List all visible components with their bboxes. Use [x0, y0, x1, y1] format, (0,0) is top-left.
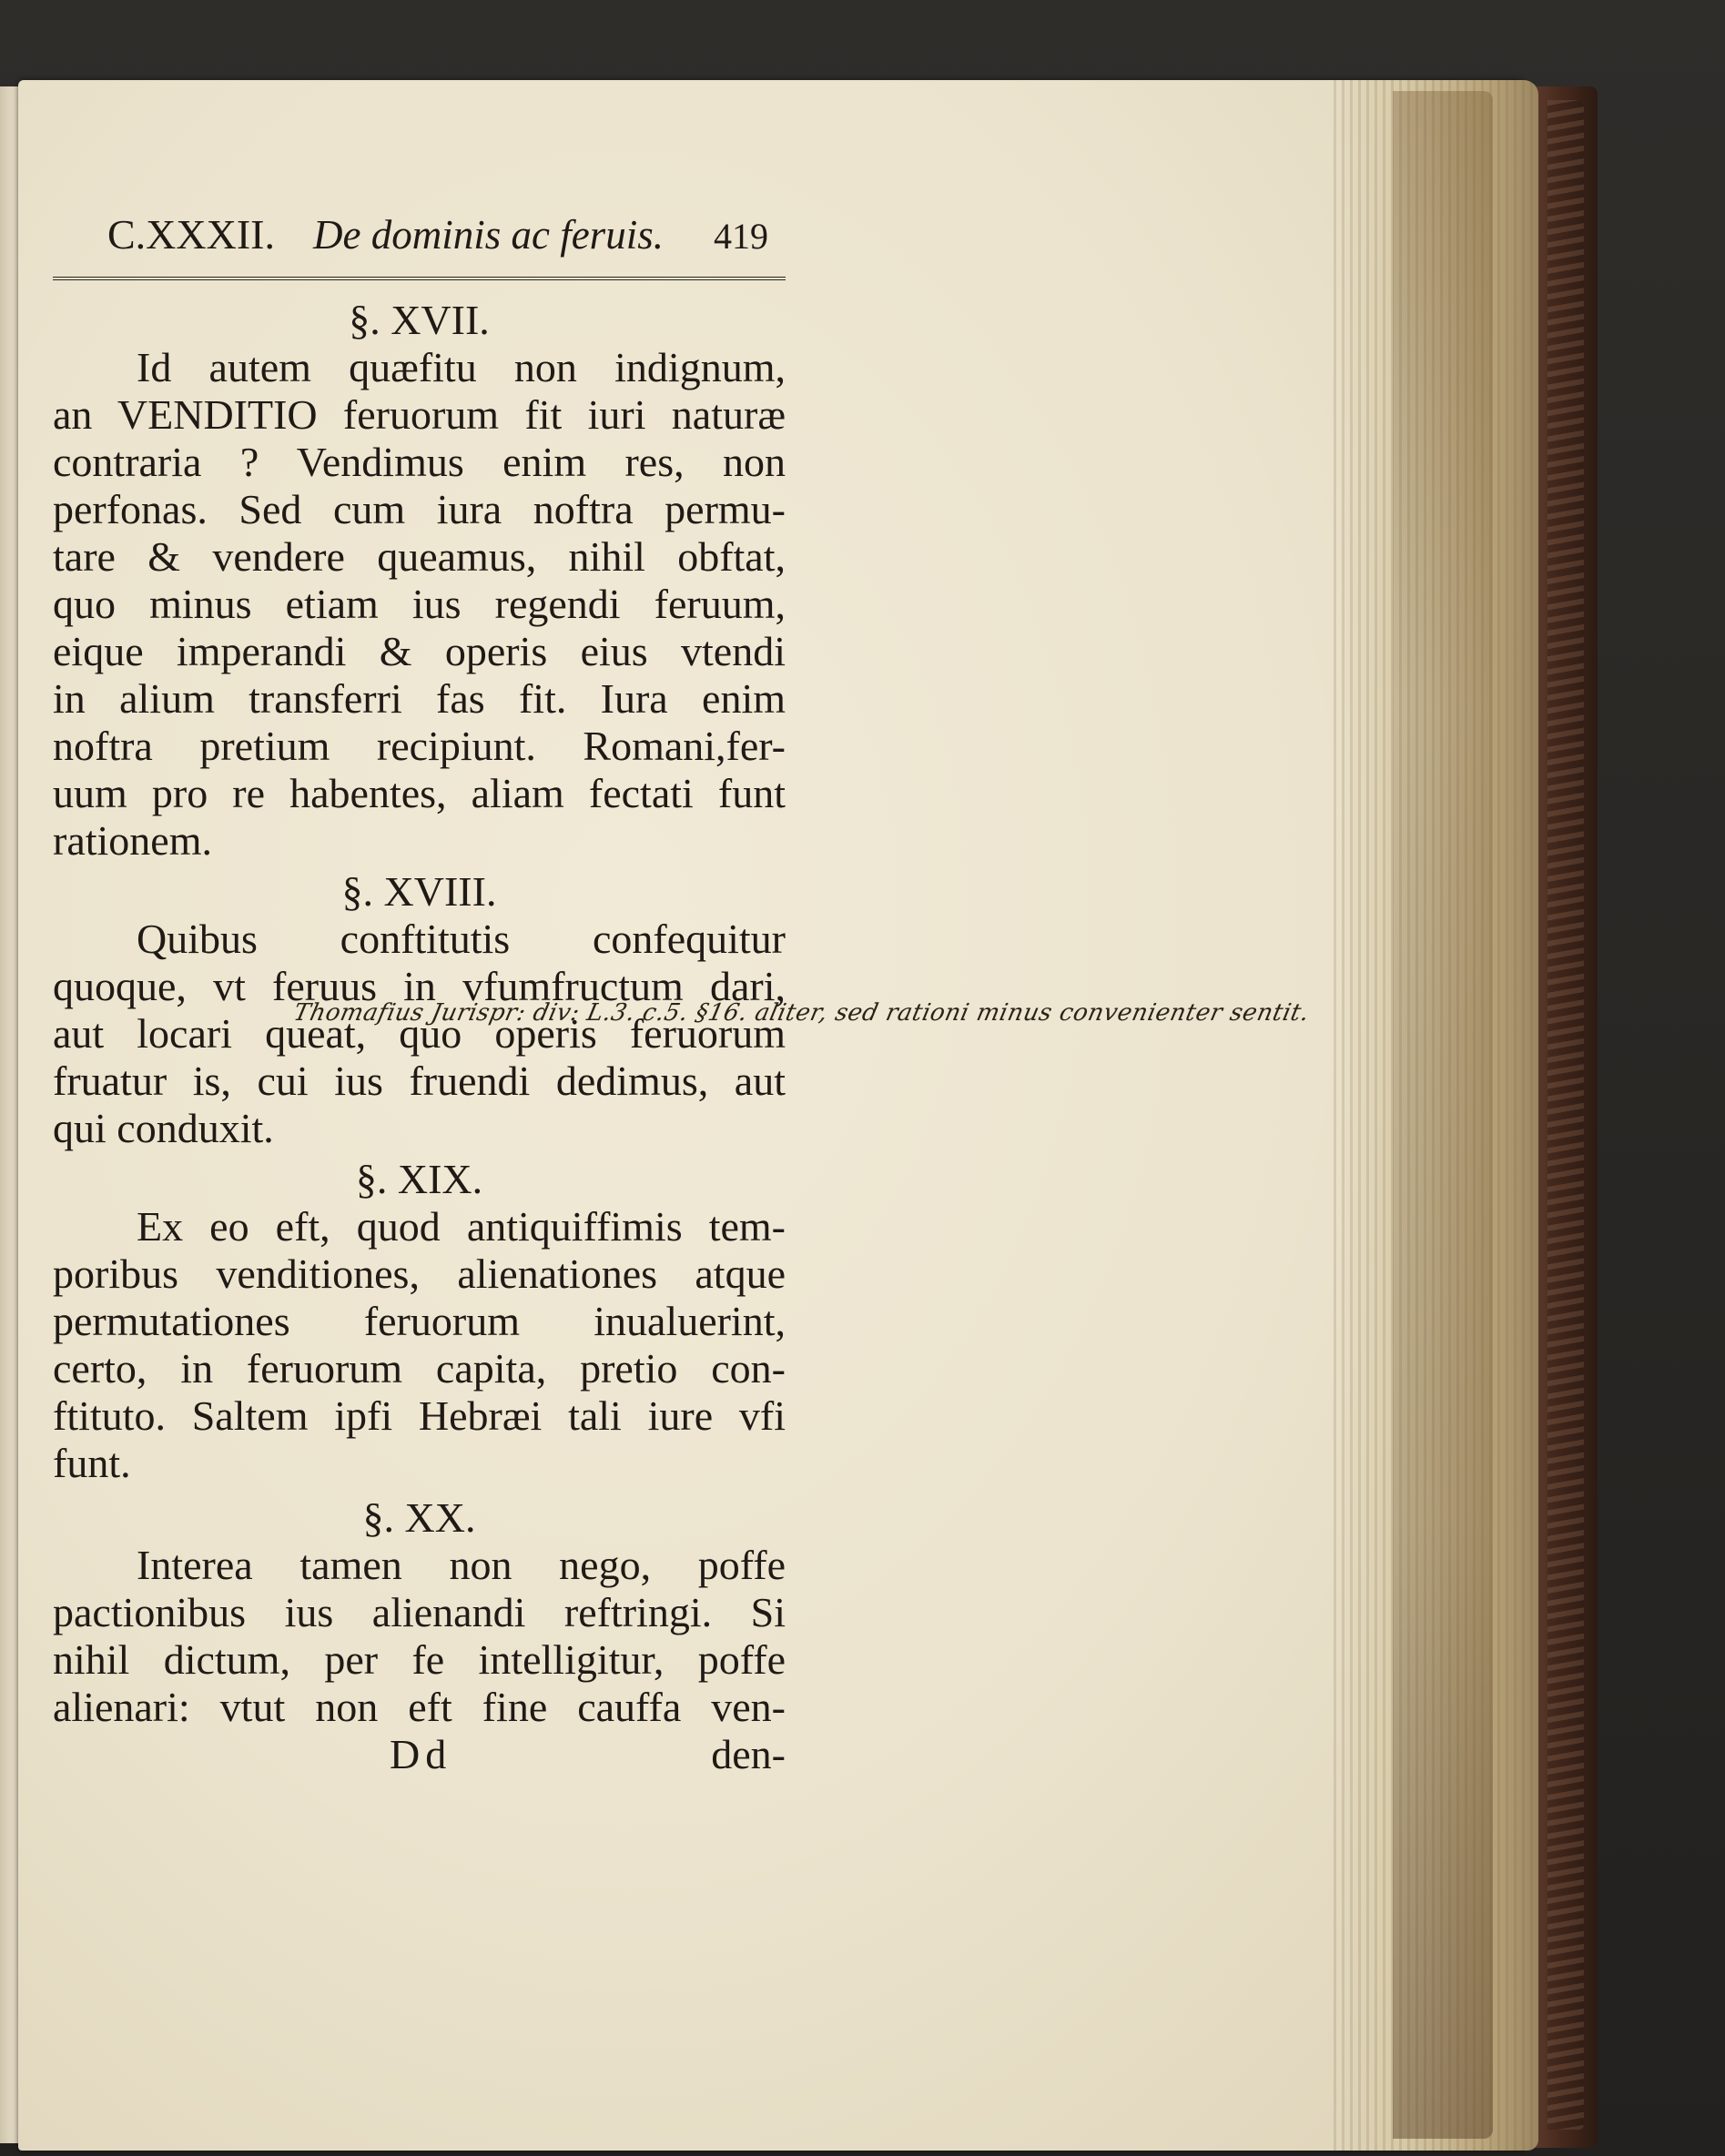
handwritten-annotation: Thomafius Jurispr: div: L.3. c.5. §16. aliter, sed rationi minus convenienter sentit.	[290, 999, 1313, 1027]
catchword: den-	[711, 1731, 786, 1777]
paragraph-line: nihil dictum, per fe intelligitur, poffe	[53, 1636, 786, 1683]
paragraph-line: poribus venditiones, alienationes atque	[53, 1250, 786, 1297]
paragraph-line: Interea tamen non nego, poffe	[137, 1542, 786, 1588]
paragraph-line: an VENDITIO feruorum fit iuri naturæ	[53, 391, 786, 438]
section-heading-xx: §. XX.	[362, 1494, 476, 1541]
paragraph-line: qui conduxit.	[53, 1105, 274, 1151]
paragraph-line: permutationes feruorum inualuerint,	[53, 1298, 786, 1344]
header-rule	[53, 277, 786, 280]
paragraph-line: perfonas. Sed cum iura noftra permu-	[53, 486, 786, 532]
section-heading-xviii: §. XVIII.	[341, 868, 497, 915]
running-title: De dominis ac feruis.	[313, 212, 664, 258]
cover-texture	[1547, 100, 1584, 2130]
paragraph-line: tare & vendere queamus, nihil obftat,	[53, 533, 786, 580]
paragraph-line: alienari: vtut non eft fine cauffa ven-	[53, 1684, 786, 1730]
paragraph-line: noftra pretium recipiunt. Romani,fer-	[53, 723, 786, 769]
section-heading-xvii: §. XVII.	[349, 297, 490, 343]
section-heading-xix: §. XIX.	[355, 1156, 483, 1202]
paragraph-line: in alium transferri fas fit. Iura enim	[53, 675, 786, 722]
paragraph-line: ftituto. Saltem ipfi Hebræi tali iure vfi	[53, 1392, 786, 1439]
page-fore-edge-stain	[1393, 91, 1493, 2139]
paragraph-line: Quibus conftitutis confequitur	[137, 916, 786, 962]
paragraph-line: contraria ? Vendimus enim res, non	[53, 439, 786, 485]
paragraph-line: Ex eo eft, quod antiquiffimis tem-	[137, 1203, 786, 1250]
signature-mark: Dd	[390, 1731, 452, 1777]
paragraph-line: fruatur is, cui ius fruendi dedimus, aut	[53, 1058, 786, 1104]
paragraph-line: Id autem quæfitu non indignum,	[137, 344, 786, 390]
paragraph-line: aut locari queat, quo operis feruorum	[53, 1010, 786, 1057]
page-number: 419	[714, 216, 768, 257]
paragraph-line: funt.	[53, 1440, 131, 1486]
paragraph-line: uum pro re habentes, aliam fectati funt	[53, 770, 786, 816]
paragraph-line: pactionibus ius alienandi reftringi. Si	[53, 1589, 786, 1635]
paragraph-line: rationem.	[53, 817, 212, 864]
paragraph-line: eique imperandi & operis eius vtendi	[53, 628, 786, 674]
chapter-numeral: C.XXXII.	[107, 211, 275, 258]
paragraph-line: certo, in feruorum capita, pretio con-	[53, 1345, 786, 1392]
paragraph-line: quo minus etiam ius regendi feruum,	[53, 581, 786, 627]
running-head	[53, 208, 786, 262]
paragraph-line: quoque, vt feruus in vfumfructum dari,	[53, 963, 786, 1009]
